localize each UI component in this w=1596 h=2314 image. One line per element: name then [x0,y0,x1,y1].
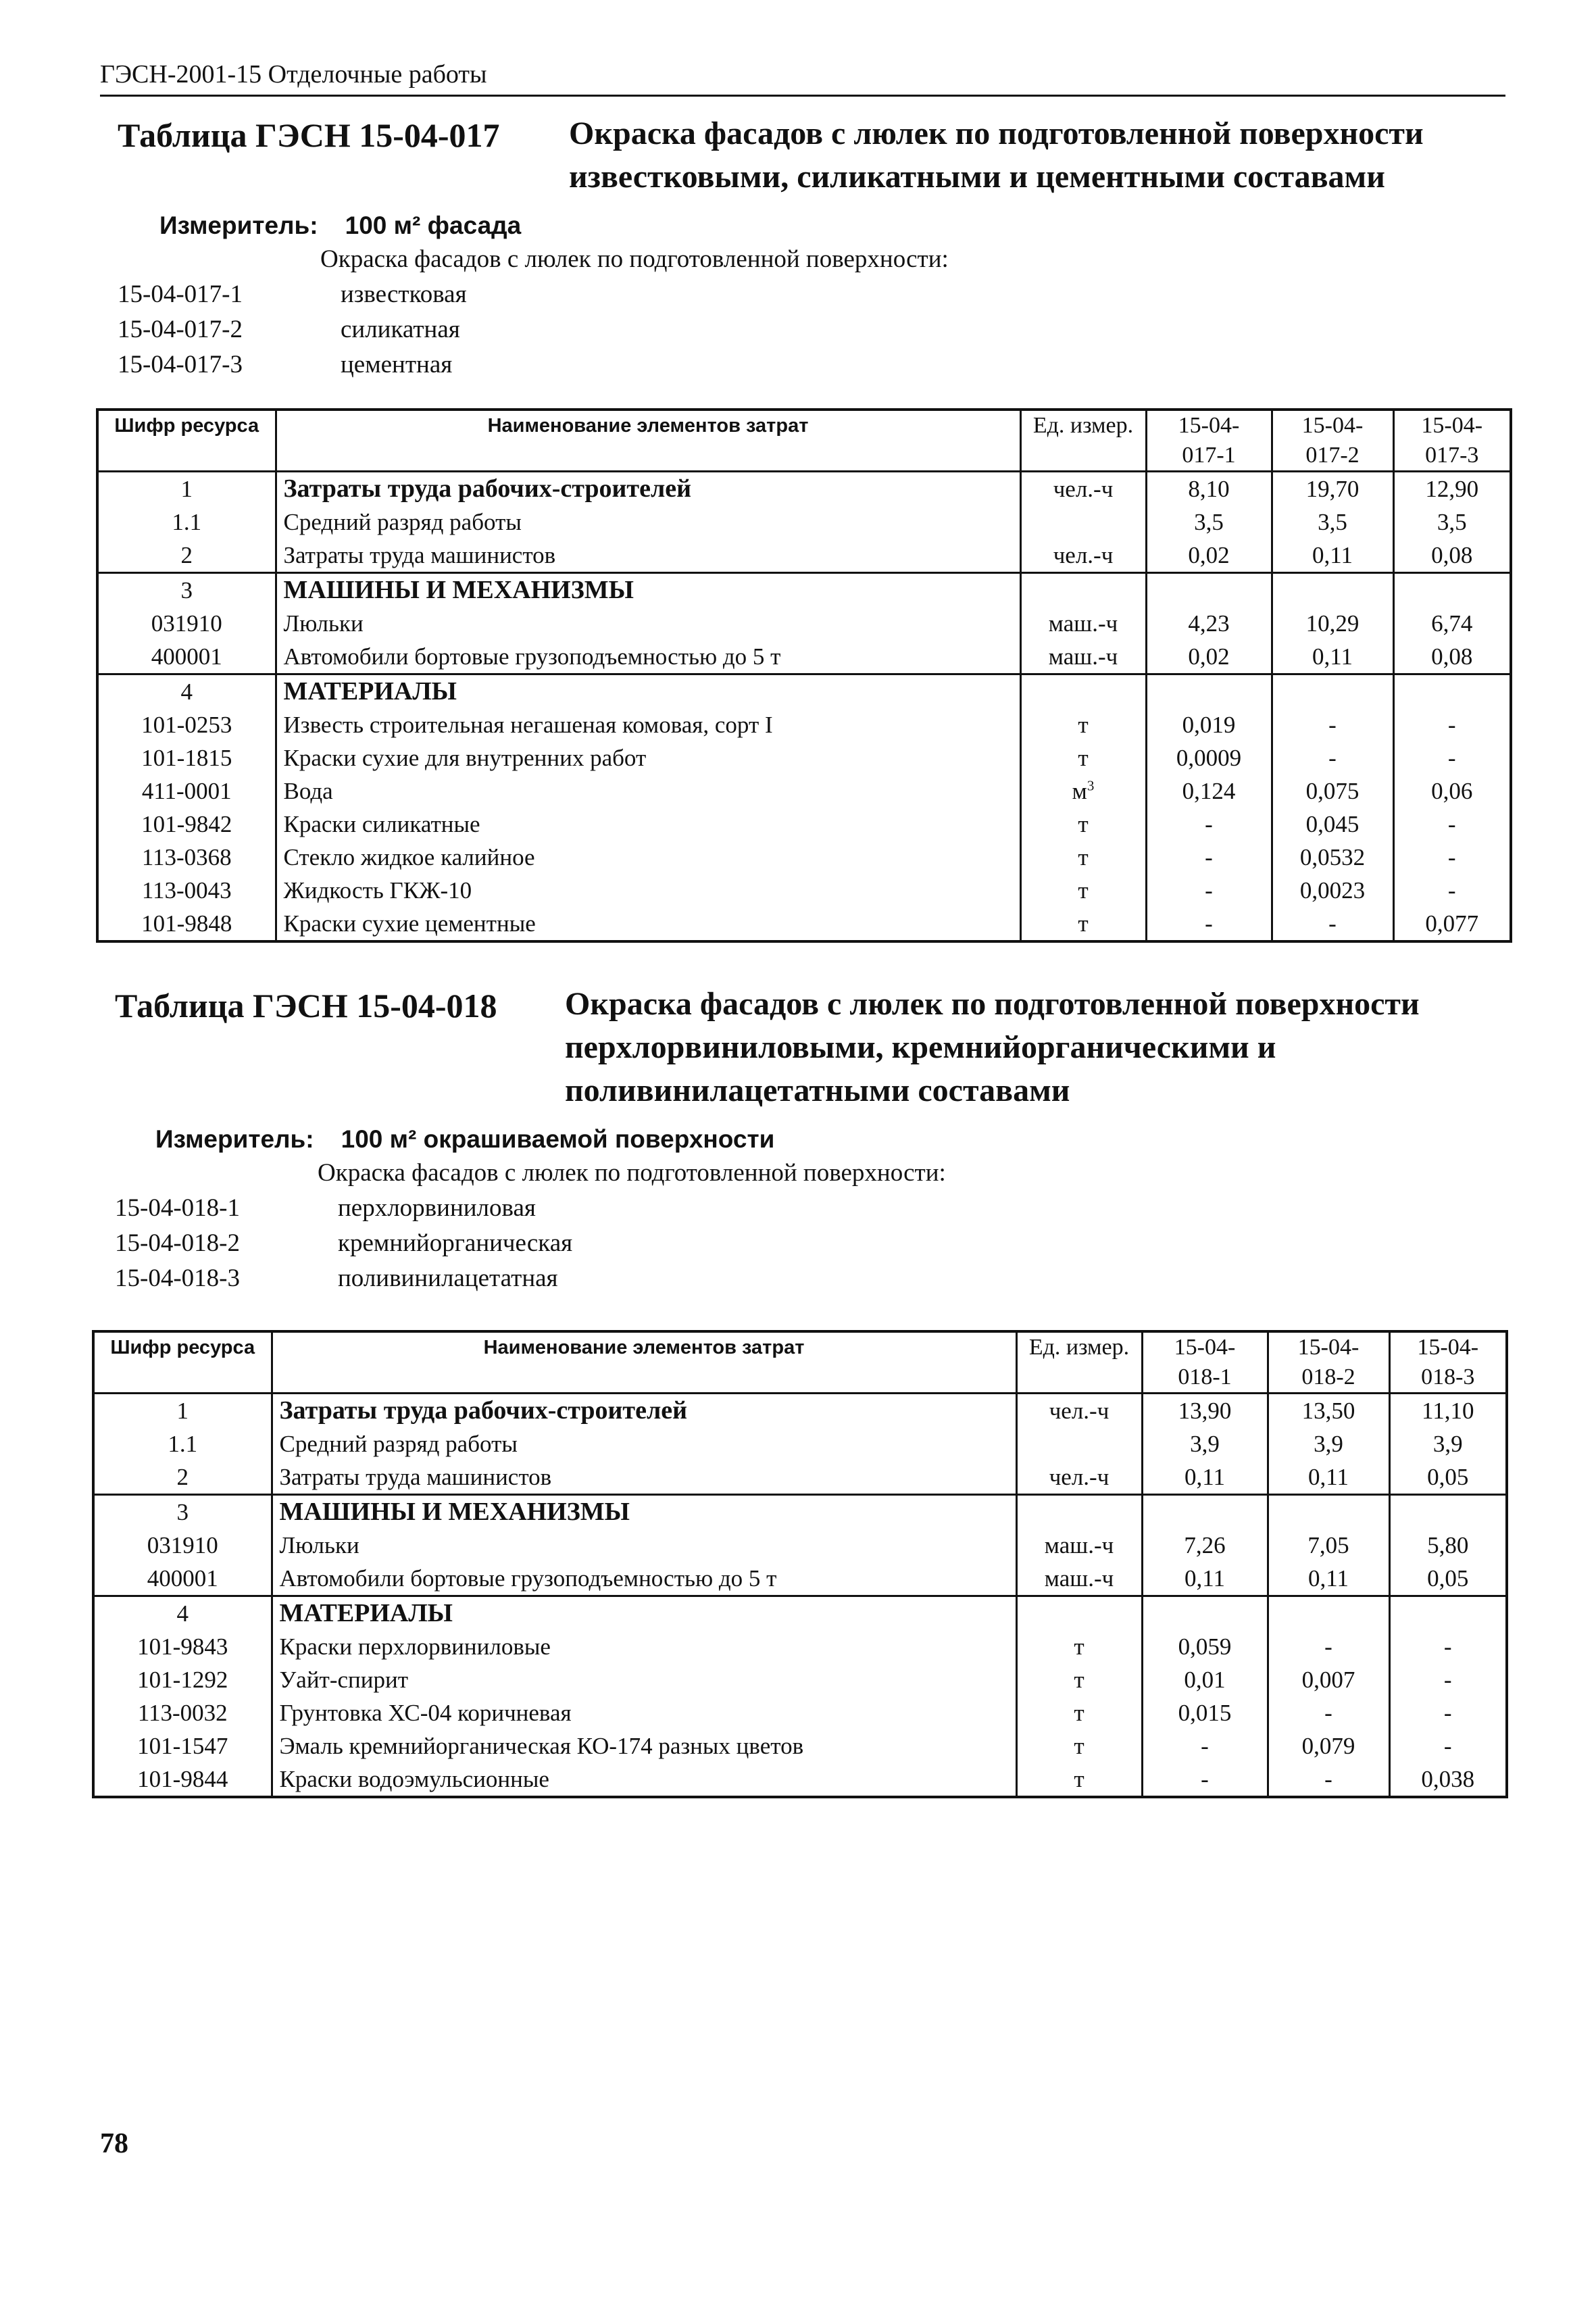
variant-code: 15-04-017-3 [118,351,243,378]
cost-element-name-cell: МАТЕРИАЛЫ [276,674,1020,709]
cost-element-name-cell: Средний разряд работы [276,506,1020,539]
cost-element-name-cell: Уайт-спирит [272,1663,1016,1696]
cost-element-name-cell: МАШИНЫ И МЕХАНИЗМЫ [276,573,1020,608]
unit-of-measure [159,211,521,241]
page-number: 78 [100,2128,128,2159]
table-row [93,1663,1507,1696]
value-cell: 0,038 [1389,1763,1507,1797]
value-cell: 0,01 [1142,1663,1268,1696]
variant-name: известковая [341,280,467,308]
value-cell: - [1272,741,1393,774]
unit-label: Измеритель: [155,1125,314,1153]
unit-cell: маш.-ч [1016,1529,1142,1562]
value-cell [1272,573,1393,608]
table-row [97,506,1511,539]
unit-cell: маш.-ч [1020,607,1146,640]
table-caption: Окраска фасадов с люлек по подготовленной поверхности известковыми, силикатными и цементными составами [569,116,1424,195]
table-row [97,573,1511,608]
variant-code: 15-04-017-2 [118,316,243,343]
value-cell: - [1389,1729,1507,1763]
unit-cell [1020,674,1146,709]
resource-code-cell: 101-9848 [97,907,276,941]
header-resource-code: Шифр ресурса [93,1331,272,1394]
cost-element-name-cell: Эмаль кремнийорганическая КО-174 разных цветов [272,1729,1016,1763]
value-cell: 19,70 [1272,472,1393,506]
variant-item [115,1261,572,1296]
table-row [97,741,1511,774]
table-header-row [93,1331,1507,1394]
unit-cell: т [1020,741,1146,774]
value-cell: 0,015 [1142,1696,1268,1729]
unit-cell: т [1016,1729,1142,1763]
resource-code-cell: 3 [97,573,276,608]
unit-cell: чел.-ч [1016,1394,1142,1428]
unit-cell: т [1016,1663,1142,1696]
unit-cell: маш.-ч [1020,640,1146,674]
variant-code: 15-04-018-3 [115,1264,240,1292]
resource-code-cell: 2 [97,539,276,573]
value-cell: 0,05 [1389,1460,1507,1495]
value-cell: - [1393,708,1511,741]
cost-element-name-cell: Затраты труда рабочих-строителей [272,1394,1016,1428]
table-row [97,472,1511,506]
table-row [97,808,1511,841]
header-col-1: 15-04- 018-1 [1142,1331,1268,1394]
table-row [97,907,1511,941]
value-cell: 3,5 [1272,506,1393,539]
table-row [93,1427,1507,1460]
unit-value: 100 м² окрашиваемой поверхности [341,1125,775,1153]
variant-name: цементная [341,351,453,378]
table-row [93,1529,1507,1562]
value-cell [1393,573,1511,608]
resource-code-cell: 031910 [97,607,276,640]
value-cell: 0,11 [1268,1562,1389,1596]
table-row [93,1696,1507,1729]
variants-list [115,1191,572,1296]
resource-code-cell: 1.1 [93,1427,272,1460]
value-cell: 5,80 [1389,1529,1507,1562]
resource-code-cell: 1.1 [97,506,276,539]
variant-name: силикатная [341,316,460,343]
value-cell: 13,50 [1268,1394,1389,1428]
value-cell: 10,29 [1272,607,1393,640]
value-cell: 0,08 [1393,539,1511,573]
value-cell: 8,10 [1146,472,1272,506]
resource-code-cell: 1 [93,1394,272,1428]
unit-cell: $м^3$ [1020,774,1146,808]
unit-cell: т [1016,1630,1142,1663]
table-row [93,1562,1507,1596]
resource-code-cell: 3 [93,1495,272,1529]
value-cell: 0,059 [1142,1630,1268,1663]
resource-table [92,1330,1508,1798]
value-cell: - [1389,1663,1507,1696]
resource-code-cell: 101-9844 [93,1763,272,1797]
header-col-1: 15-04- 017-1 [1146,410,1272,472]
value-cell: 3,9 [1389,1427,1507,1460]
value-cell: - [1272,907,1393,941]
table-caption: Окраска фасадов с люлек по подготовленной поверхности перхлорвиниловыми, кремнийорганическими и поливинилацетатными составами [565,986,1420,1108]
unit-cell: т [1020,874,1146,907]
cost-element-name-cell: Краски сухие цементные [276,907,1020,941]
resource-code-cell: 101-9842 [97,808,276,841]
unit-cell [1016,1427,1142,1460]
cost-element-name-cell: Затраты труда рабочих-строителей [276,472,1020,506]
unit-cell: т [1020,808,1146,841]
resource-code-cell: 400001 [97,640,276,674]
unit-cell: т [1016,1696,1142,1729]
value-cell [1268,1495,1389,1529]
value-cell [1389,1495,1507,1529]
header-col-3: 15-04- 017-3 [1393,410,1511,472]
variants-intro: Окраска фасадов с люлек по подготовленной поверхности: [318,1159,946,1187]
variant-item [118,347,467,383]
table-header-row [97,410,1511,472]
value-cell: 0,05 [1389,1562,1507,1596]
cost-element-name-cell: МАШИНЫ И МЕХАНИЗМЫ [272,1495,1016,1529]
table-row [93,1596,1507,1631]
value-cell: 0,11 [1268,1460,1389,1495]
unit-cell: т [1016,1763,1142,1797]
unit-cell [1016,1495,1142,1529]
value-cell: - [1268,1696,1389,1729]
value-cell: 3,5 [1146,506,1272,539]
header-col-3: 15-04- 018-3 [1389,1331,1507,1394]
variant-name: поливинилацетатная [338,1264,558,1292]
unit-cell: т [1020,841,1146,874]
header-cost-elements: Наименование элементов затрат [276,410,1020,472]
unit-cell: чел.-ч [1020,472,1146,506]
value-cell: 0,06 [1393,774,1511,808]
value-cell: - [1146,874,1272,907]
header-unit: Ед. измер. [1016,1331,1142,1394]
value-cell [1389,1596,1507,1631]
cost-element-name-cell: Краски водоэмульсионные [272,1763,1016,1797]
table-row [97,640,1511,674]
table-row [93,1495,1507,1529]
value-cell: 0,079 [1268,1729,1389,1763]
resource-code-cell: 113-0043 [97,874,276,907]
value-cell [1268,1596,1389,1631]
resource-code-cell: 4 [93,1596,272,1631]
value-cell: 13,90 [1142,1394,1268,1428]
table-row [93,1630,1507,1663]
variant-item [118,312,467,347]
resource-code-cell: 400001 [93,1562,272,1596]
cost-element-name-cell: Затраты труда машинистов [272,1460,1016,1495]
header-col-2: 15-04- 017-2 [1272,410,1393,472]
value-cell: 0,11 [1142,1460,1268,1495]
cost-element-name-cell: Вода [276,774,1020,808]
resource-code-cell: 113-0368 [97,841,276,874]
variant-code: 15-04-017-1 [118,280,243,308]
value-cell: - [1272,708,1393,741]
variant-code: 15-04-018-1 [115,1194,240,1222]
cost-element-name-cell: Люльки [276,607,1020,640]
value-cell [1272,674,1393,709]
value-cell: - [1146,907,1272,941]
cost-element-name-cell: МАТЕРИАЛЫ [272,1596,1016,1631]
resource-code-cell: 101-1815 [97,741,276,774]
resource-code-cell: 101-9843 [93,1630,272,1663]
table-row [93,1763,1507,1797]
unit-cell [1020,573,1146,608]
resource-code-cell: 113-0032 [93,1696,272,1729]
header-cost-elements: Наименование элементов затрат [272,1331,1016,1394]
value-cell: 0,0023 [1272,874,1393,907]
cost-element-name-cell: Стекло жидкое калийное [276,841,1020,874]
value-cell: 0,019 [1146,708,1272,741]
value-cell: - [1146,841,1272,874]
resource-code-cell: 2 [93,1460,272,1495]
resource-code-cell: 4 [97,674,276,709]
cost-element-name-cell: Жидкость ГКЖ-10 [276,874,1020,907]
unit-cell [1020,506,1146,539]
unit-cell: чел.-ч [1020,539,1146,573]
value-cell: 0,0009 [1146,741,1272,774]
value-cell: 0,077 [1393,907,1511,941]
value-cell: 0,045 [1272,808,1393,841]
table-row [97,607,1511,640]
table-title: Таблица ГЭСН 15-04-018 [115,987,497,1025]
value-cell: 0,08 [1393,640,1511,674]
variant-name: перхлорвиниловая [338,1194,536,1222]
variants-list [118,277,467,383]
table-title: Таблица ГЭСН 15-04-017 [118,116,500,154]
value-cell: 0,11 [1272,640,1393,674]
table-row [97,774,1511,808]
table-row [93,1729,1507,1763]
variant-name: кремнийорганическая [338,1229,573,1257]
cost-element-name-cell: Автомобили бортовые грузоподъемностью до 5 т [272,1562,1016,1596]
table-row [97,874,1511,907]
value-cell: 12,90 [1393,472,1511,506]
unit-label: Измеритель: [159,212,318,239]
value-cell [1142,1495,1268,1529]
table-row [93,1460,1507,1495]
resource-table [96,408,1512,943]
unit-cell [1016,1596,1142,1631]
value-cell: - [1142,1729,1268,1763]
table-row [97,841,1511,874]
value-cell: 4,23 [1146,607,1272,640]
value-cell [1146,573,1272,608]
table-row [97,539,1511,573]
value-cell: - [1268,1630,1389,1663]
value-cell [1146,674,1272,709]
resource-code-cell: 101-1292 [93,1663,272,1696]
value-cell: - [1393,874,1511,907]
unit-cell: маш.-ч [1016,1562,1142,1596]
value-cell: - [1142,1763,1268,1797]
cost-element-name-cell: Краски перхлорвиниловые [272,1630,1016,1663]
cost-element-name-cell: Краски сухие для внутренних работ [276,741,1020,774]
value-cell: - [1393,808,1511,841]
unit-value: 100 м² фасада [345,212,522,239]
value-cell: - [1389,1696,1507,1729]
value-cell: 7,26 [1142,1529,1268,1562]
value-cell: 6,74 [1393,607,1511,640]
value-cell: 0,11 [1272,539,1393,573]
value-cell: 11,10 [1389,1394,1507,1428]
resource-code-cell: 031910 [93,1529,272,1562]
variant-item [115,1226,572,1261]
variant-item [115,1191,572,1226]
resource-code-cell: 411-0001 [97,774,276,808]
table-row [97,708,1511,741]
variant-item [118,277,467,312]
resource-code-cell: 1 [97,472,276,506]
unit-cell: т [1020,708,1146,741]
value-cell: 0,02 [1146,539,1272,573]
value-cell: 3,9 [1142,1427,1268,1460]
value-cell: 0,11 [1142,1562,1268,1596]
value-cell: 0,0532 [1272,841,1393,874]
table-row [97,674,1511,709]
value-cell: 3,9 [1268,1427,1389,1460]
cost-element-name-cell: Известь строительная негашеная комовая, сорт I [276,708,1020,741]
cost-element-name-cell: Краски силикатные [276,808,1020,841]
running-header: ГЭСН-2001-15 Отделочные работы [100,59,1505,97]
value-cell [1393,674,1511,709]
value-cell: 0,124 [1146,774,1272,808]
value-cell: 0,007 [1268,1663,1389,1696]
value-cell: 0,075 [1272,774,1393,808]
value-cell: 7,05 [1268,1529,1389,1562]
variant-code: 15-04-018-2 [115,1229,240,1257]
header-resource-code: Шифр ресурса [97,410,276,472]
variants-intro: Окраска фасадов с люлек по подготовленной поверхности: [320,245,949,273]
cost-element-name-cell: Средний разряд работы [272,1427,1016,1460]
cost-element-name-cell: Автомобили бортовые грузоподъемностью до 5 т [276,640,1020,674]
resource-code-cell: 101-1547 [93,1729,272,1763]
header-col-2: 15-04- 018-2 [1268,1331,1389,1394]
value-cell: - [1146,808,1272,841]
value-cell: - [1268,1763,1389,1797]
cost-element-name-cell: Люльки [272,1529,1016,1562]
unit-cell: чел.-ч [1016,1460,1142,1495]
value-cell: - [1389,1630,1507,1663]
cost-element-name-cell: Грунтовка ХС-04 коричневая [272,1696,1016,1729]
resource-code-cell: 101-0253 [97,708,276,741]
value-cell: - [1393,741,1511,774]
unit-of-measure [155,1125,774,1154]
value-cell: 0,02 [1146,640,1272,674]
cost-element-name-cell: Затраты труда машинистов [276,539,1020,573]
value-cell: 3,5 [1393,506,1511,539]
header-unit: Ед. измер. [1020,410,1146,472]
value-cell [1142,1596,1268,1631]
table-row [93,1394,1507,1428]
unit-cell: т [1020,907,1146,941]
value-cell: - [1393,841,1511,874]
